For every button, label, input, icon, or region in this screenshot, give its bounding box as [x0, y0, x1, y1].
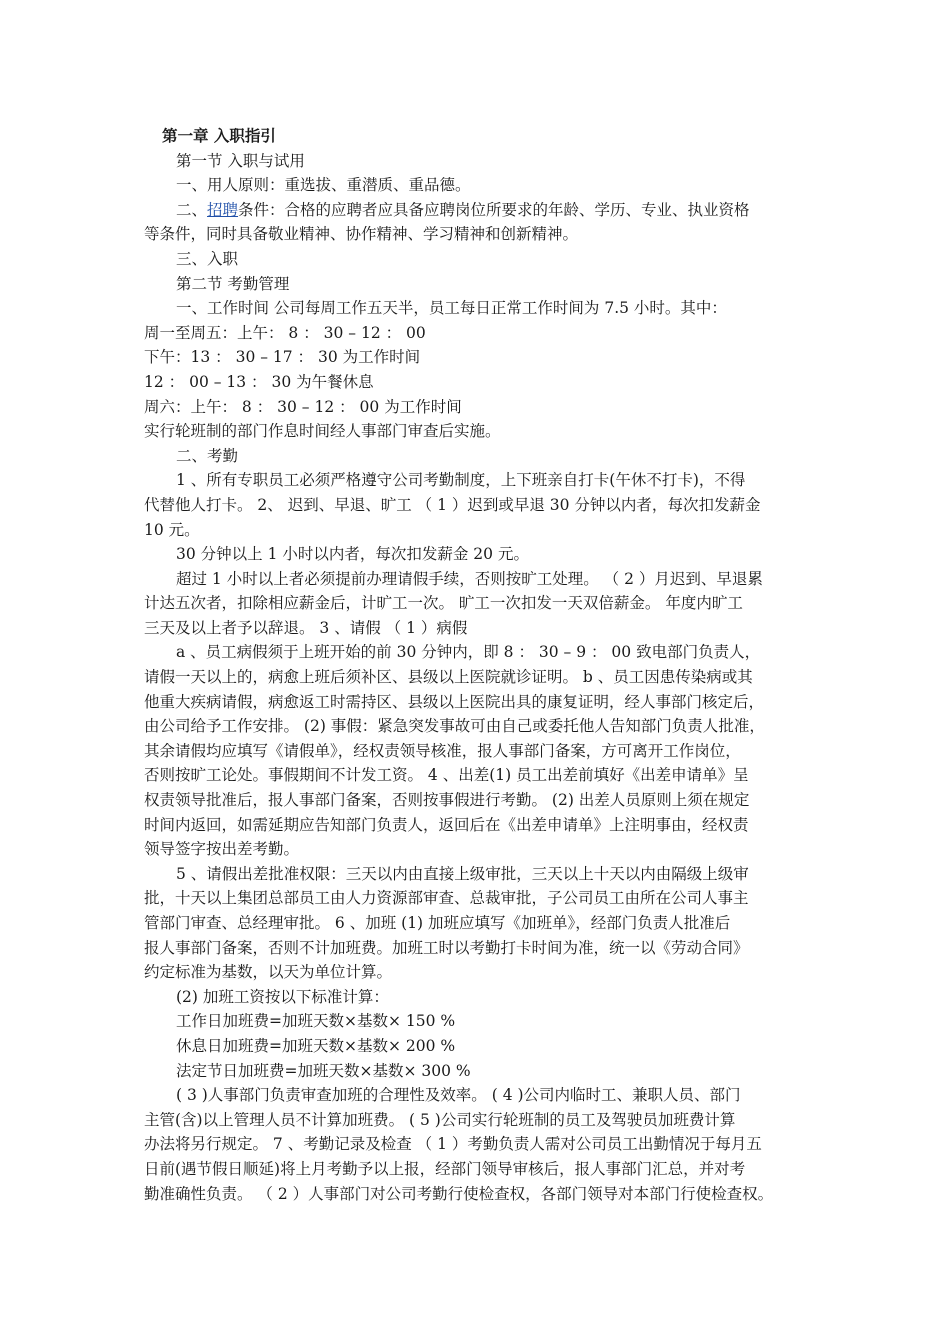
paragraph-line: 否则按旷工论处。事假期间不计发工资。 4 、出差(1) 员工出差前填好《出差申请单》呈	[144, 766, 749, 785]
paragraph-line: ( 3 )人事部门负责审查加班的合理性及效率。 ( 4 )公司内临时工、兼职人员、部门	[176, 1086, 741, 1105]
paragraph-line: 5 、请假出差批准权限：三天以内由直接上级审批，三天以上十天以内由隔级上级审	[176, 864, 749, 883]
formula-line: 法定节日加班费=加班天数×基数× 300 %	[176, 1061, 471, 1080]
paragraph-line: 10 元。	[144, 520, 200, 539]
paragraph-line: 12 ： 00 – 13 ： 30 为午餐休息	[144, 372, 374, 391]
paragraph-line: 办法将另行规定。 7 、考勤记录及检查 （ 1 ）考勤负责人需对公司员工出勤情况于每月五	[144, 1135, 762, 1154]
paragraph-line: 下午：13 ： 30 – 17 ： 30 为工作时间	[144, 348, 421, 367]
paragraph-line: 周一至周五：上午： 8 ： 30 – 12 ： 00	[144, 323, 426, 342]
paragraph-line: 1 、所有专职员工必须严格遵守公司考勤制度，上下班亲自打卡(午休不打卡)，不得	[176, 471, 746, 490]
paragraph-line: 权责领导批准后，报人事部门备案，否则按事假进行考勤。 (2) 出差人员原则上须在规定	[144, 791, 750, 810]
paragraph-line: 超过 1 小时以上者必须提前办理请假手续，否则按旷工处理。 （ 2 ）月迟到、早退累	[176, 569, 763, 588]
paragraph-line: 30 分钟以上 1 小时以内者，每次扣发薪金 20 元。	[176, 545, 529, 564]
paragraph-line: 勤准确性负责。 （ 2 ）人事部门对公司考勤行使检查权，各部门领导对本部门行使检查权。	[144, 1184, 774, 1203]
paragraph-line: 其余请假均应填写《请假单》，经权责领导核准，报人事部门备案，方可离开工作岗位，	[144, 741, 741, 760]
paragraph-line: 管部门审查、总经理审批。 6 、加班 (1) 加班应填写《加班单》，经部门负责人批准后	[144, 914, 731, 932]
paragraph-line: 计达五次者，扣除相应薪金后，计旷工一次。 旷工一次扣发一天双倍薪金。 年度内旷工	[144, 594, 743, 613]
paragraph-line: 批，十天以上集团总部员工由人力资源部审查、总裁审批，子公司员工由所在公司人事主	[144, 889, 749, 908]
paragraph-line: a 、员工病假须于上班开始的前 30 分钟内，即 8 ： 30 – 9 ： 00 致电部门负责人，	[176, 643, 761, 662]
paragraph-line: 日前(遇节假日顺延)将上月考勤予以上报，经部门领导审核后，报人事部门汇总，并对考	[144, 1159, 746, 1178]
paragraph-line: 他重大疾病请假，病愈返工时需持区、县级以上医院出具的康复证明，经人事部门核定后，	[144, 692, 765, 711]
section-heading: 第一节 入职与试用	[176, 151, 305, 170]
paragraph-line: 一、用人原则：重选拔、重潜质、重品德。	[176, 176, 471, 195]
paragraph-line: 领导签字按出差考勤。	[144, 840, 300, 859]
paragraph-line: 周六：上午： 8 ： 30 – 12 ： 00 为工作时间	[144, 397, 462, 416]
paragraph-line: 约定标准为基数，以天为单位计算。	[144, 963, 393, 982]
paragraph-line: 二、考勤	[176, 446, 239, 465]
paragraph-line: 等条件，同时具备敬业精神、协作精神、学习精神和创新精神。	[144, 225, 579, 244]
document-body	[144, 124, 820, 1206]
paragraph-line: 请假一天以上的，病愈上班后须补区、县级以上医院就诊证明。 b 、员工因患传染病或其	[144, 668, 753, 687]
paragraph-line: 报人事部门备案，否则不计加班费。加班工时以考勤打卡时间为准，统一以《劳动合同》	[144, 938, 749, 957]
paragraph-line: 由公司给予工作安排。 (2) 事假：紧急突发事故可由自己或委托他人告知部门负责人批准，	[144, 717, 765, 736]
paragraph-line: 三天及以上者予以辞退。 3 、请假 （ 1 ）病假	[144, 618, 468, 637]
paragraph-line: 代替他人打卡。 2、 迟到、早退、旷工 （ 1 ）迟到或早退 30 分钟以内者，每次扣发薪金	[144, 495, 761, 514]
paragraph-line: 三、入职	[176, 249, 239, 268]
recruitment-link[interactable]: 招聘	[207, 200, 239, 219]
paragraph-line: 时间内返回，如需延期应告知部门负责人，返回后在《出差申请单》上注明事由，经权责	[144, 815, 749, 834]
formula-line: 工作日加班费=加班天数×基数× 150 %	[176, 1012, 456, 1031]
paragraph-line: 主管(含)以上管理人员不计算加班费。 ( 5 )公司实行轮班制的员工及驾驶员加班费计算	[144, 1110, 736, 1129]
paragraph-line	[144, 198, 820, 223]
section-heading: 第二节 考勤管理	[176, 274, 290, 293]
paragraph-line: (2) 加班工资按以下标准计算：	[176, 987, 389, 1006]
paragraph-line: 实行轮班制的部门作息时间经人事部门审查后实施。	[144, 422, 501, 441]
paragraph-line: 一、工作时间 公司每周工作五天半，员工每日正常工作时间为 7.5 小时。其中：	[176, 299, 727, 318]
paragraph-text: 条件：合格的应聘者应具备应聘岗位所要求的年龄、学历、专业、执业资格	[238, 200, 750, 219]
chapter-title: 第一章 入职指引	[162, 126, 276, 145]
paragraph-text: 二、	[176, 200, 208, 219]
formula-line: 休息日加班费=加班天数×基数× 200 %	[176, 1036, 456, 1055]
